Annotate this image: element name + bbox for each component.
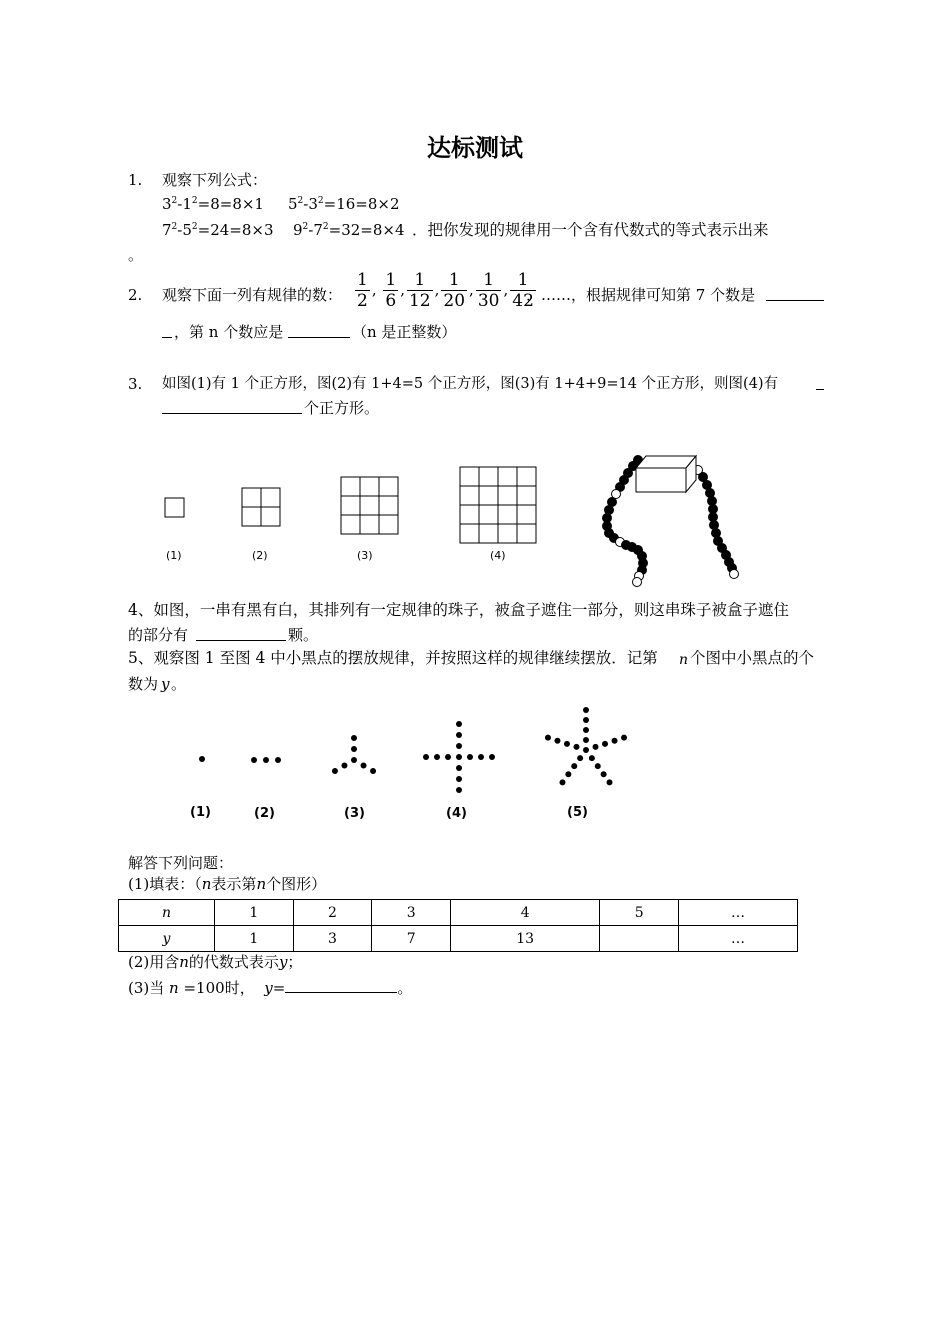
answer-p2: (2)用含n的代数式表示y； [128,953,303,971]
q3-text: 如图(1)有 1 个正方形，图(2)有 1+4=5 个正方形，图(3)有 1+4+9=14 个正方形，则图(4)有 [162,376,779,392]
q3-caption-2: (2) [252,549,268,562]
fig3-dot [351,735,357,741]
fig5-dot [583,717,589,723]
fig4-dot [456,754,462,760]
fig1-dot [199,756,205,762]
fig4-dot [478,754,484,760]
fig5-dot [621,735,627,741]
q3-number: 3. [128,375,143,393]
q5-caption-5: (5) [567,805,588,820]
bead [730,570,739,579]
fig4-dot [456,721,462,727]
fig3-dot [332,768,338,774]
q4-text-b: 的部分有 [128,626,189,644]
fig5-dot [571,763,577,769]
q4-blank-count[interactable] [196,625,286,641]
q5-caption-4: (4) [446,806,467,821]
table-cell: 1 [215,926,294,952]
q5-text-b: 个图中小黑点的个 [690,649,815,667]
fig4-dot [456,732,462,738]
answer-heading: 解答下列问题： [128,854,234,872]
fig5-dot [554,738,560,744]
q1-tail: ．把你发现的规律用一个含有代数式的等式表示出来 [412,221,769,239]
q1-intro: 观察下列公式： [162,171,268,189]
q5-var-y: y [161,675,170,693]
q1-formula-3: $7^2-5^2=24=8\times 3$ [162,221,274,239]
table-cell: y [119,926,215,952]
table-cell: 13 [451,926,600,952]
fig4-dot [445,754,451,760]
table-cell: n [119,900,215,926]
fig5-dot [593,744,599,750]
q3-line2: 个正方形。 [304,399,380,417]
fig5-dot [601,771,607,777]
fraction: $\frac{1}{20}$ [443,270,466,311]
q5-caption-1: (1) [190,805,211,820]
q1-number: 1. [128,171,143,189]
q2-fraction-sequence: $\frac{1}{2}$ , $\frac{1}{6}$ , $\frac{1}{12}$ , $\frac{1}{20}$ , $\frac{1}{30}$ , $\frac{1}{42}$ [357,270,534,311]
fraction: $\frac{1}{2}$ [357,270,368,311]
square-fig-4 [460,467,536,543]
fig5-dot [583,747,589,753]
q5-text-c: 数为 [128,675,159,693]
table-cell: 4 [451,900,600,926]
table-row [119,900,798,926]
fig5-dot [573,744,579,750]
q1-end: 。 [128,246,144,264]
q3-caption-3: (3) [357,549,373,562]
q2-intro: 观察下面一列有规律的数： [162,286,343,304]
table-row [119,926,798,952]
answer-blank-y100[interactable] [285,977,397,993]
q5-var-n: n [679,652,689,668]
q5-dot-figures [180,700,660,810]
q2-blank-7th[interactable] [766,285,824,301]
fig4-dot [489,754,495,760]
fig5-dot [602,741,608,747]
fig4-dot [434,754,440,760]
answer-p1: (1)填表：（n表示第n个图形） [128,875,327,893]
fig5-dot [583,707,589,713]
fig2-dot [275,757,281,763]
q3-caption-1: (1) [166,549,182,562]
fig5-dot [583,727,589,733]
q3-blank-cont [816,374,824,390]
fig5-dot [559,779,565,785]
q5-text-d: 。 [171,675,187,693]
table-cell: 5 [600,900,679,926]
fig2-dot [263,757,269,763]
q2-ellipsis-text: ，……，根据规律可知第 7 个数是 [526,286,756,304]
q3-caption-4: (4) [490,549,506,562]
table-cell: 3 [293,926,372,952]
fig5-dot [577,755,583,761]
q1-formula-4: $9^2-7^2=32=8\times 4$ [293,221,405,239]
q5-caption-3: (3) [344,806,365,821]
fig3-dot [351,757,357,763]
fig3-dot [351,746,357,752]
box-front [636,468,686,492]
fraction: $\frac{1}{6}$ [385,270,397,311]
q4-text-c: 颗。 [288,626,319,644]
fig4-dot [456,765,462,771]
fraction: $\frac{1}{42}$ [512,270,534,311]
fraction: $\frac{1}{30}$ [477,270,500,311]
fig3-dot [370,768,376,774]
fig5-dot [565,771,571,777]
bead [633,578,642,587]
square-fig-3 [341,477,398,534]
fill-table [118,899,798,952]
bead-string-figure [590,448,760,593]
q2-line2-b: （n 是正整数） [352,323,457,341]
q2-blank-7th-cont [162,322,172,338]
fig5-dot [589,755,595,761]
fig4-dot [467,754,473,760]
page-title: 达标测试 [427,134,523,162]
q1-formula-1: $3^2-1^2=8=8\times 1$ [162,195,264,213]
fraction: $\frac{1}{12}$ [408,270,431,311]
fig5-dot [583,737,589,743]
fig5-dot [595,763,601,769]
q3-blank-count[interactable] [162,398,302,414]
fig5-dot [612,738,618,744]
fig5-dot [607,779,613,785]
fig2-dot [251,757,257,763]
fig5-dot [564,741,570,747]
table-cell: 7 [372,926,451,952]
table-cell-empty[interactable] [600,926,679,952]
fig5-dot [545,735,551,741]
square-fig-2 [242,488,280,526]
table-cell: 3 [372,900,451,926]
answer-p3: (3)当 n =100时， y= 。 [128,979,413,997]
fig4-dot [423,754,429,760]
fig4-dot [456,776,462,782]
table-cell: … [678,900,797,926]
q2-blank-nth[interactable] [288,322,350,338]
q5-text-a: 5、观察图 1 至图 4 中小黑点的摆放规律，并按照这样的规律继续摆放．记第 [128,649,658,667]
table-cell: … [678,926,797,952]
fig3-dot [341,763,347,769]
fig4-dot [456,787,462,793]
fig4-dot [456,743,462,749]
fig3-dot [361,763,367,769]
q2-number: 2. [128,286,143,304]
q4-text-a: 4、如图，一串有黑有白，其排列有一定规律的珠子，被盒子遮住一部分，则这串珠子被盒子遮住 [128,601,789,619]
q5-caption-2: (2) [254,806,275,821]
square-fig-1 [165,498,184,517]
table-cell: 2 [293,900,372,926]
table-cell: 1 [215,900,294,926]
q2-line2-a: ，第 n 个数应是 [174,323,284,341]
q1-formula-2: $5^2-3^2=16=8\times 2$ [288,195,400,213]
